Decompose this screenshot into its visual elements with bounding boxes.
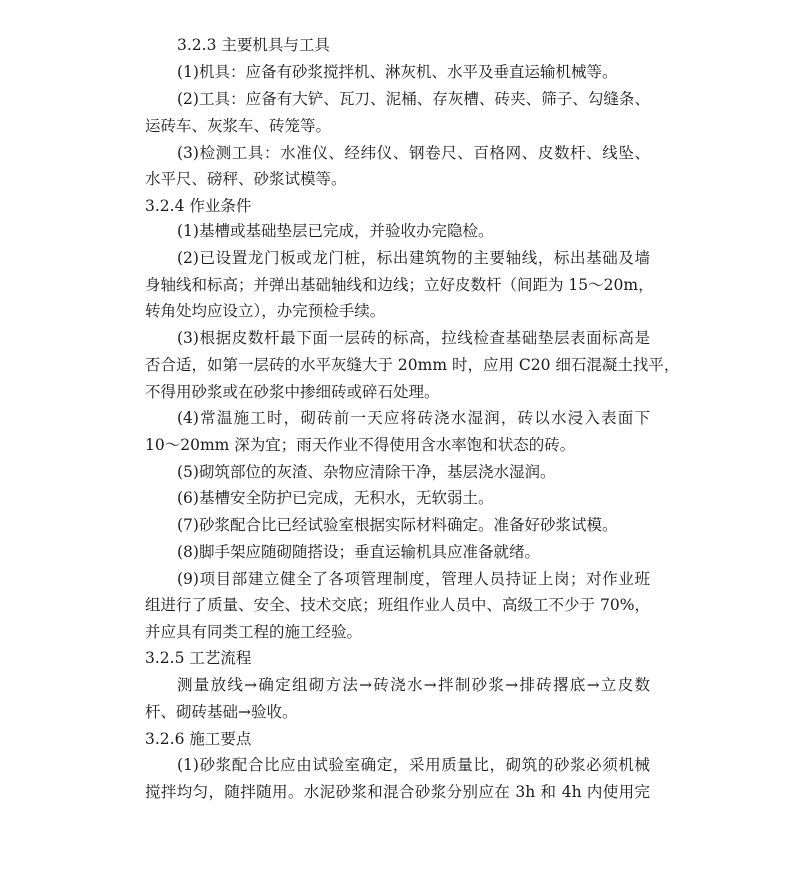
paragraph-line: (2)已设置龙门板或龙门桩，标出建筑物的主要轴线，标出基础及墙 (177, 249, 650, 267)
paragraph-line: 搅拌均匀，随拌随用。水泥砂浆和混合砂浆分别应在 3h 和 4h 内使用完 (145, 783, 650, 801)
paragraph-line: (1)砂浆配合比应由试验室确定，采用质量比，砌筑的砂浆必须机械 (177, 756, 650, 774)
section-heading: 3.2.5 工艺流程 (145, 649, 252, 667)
section-heading: 3.2.6 施工要点 (145, 730, 252, 748)
paragraph-line: 杆、砌砖基础→验收。 (145, 703, 298, 721)
paragraph-line: (1)机具：应备有砂浆搅拌机、淋灰机、水平及垂直运输机械等。 (177, 63, 618, 81)
paragraph-line: (6)基槽安全防护已完成，无积水，无软弱土。 (177, 489, 494, 507)
paragraph-line: 否合适，如第一层砖的水平灰缝大于 20mm 时，应用 C20 细石混凝土找平， (145, 356, 680, 374)
paragraph-line: (4)常温施工时，砌砖前一天应将砖浇水湿润，砖以水浸入表面下 (177, 409, 650, 427)
paragraph-line: 测量放线→确定组砌方法→砖浇水→拌制砂浆→排砖撂底→立皮数 (177, 676, 650, 694)
paragraph-line: (3)根据皮数杆最下面一层砖的标高，拉线检查基础垫层表面标高是 (177, 329, 650, 347)
paragraph-line: (8)脚手架应随砌随搭设；垂直运输机具应准备就绪。 (177, 543, 540, 561)
paragraph-line: (3)检测工具：水准仪、经纬仪、钢卷尺、百格网、皮数杆、线坠、 (177, 144, 650, 162)
paragraph-line: (7)砂浆配合比已经试验室根据实际材料确定。准备好砂浆试模。 (177, 516, 618, 534)
paragraph-line: 转角处均应设立），办完预检手续。 (145, 302, 386, 320)
paragraph-line: 不得用砂浆或在砂浆中掺细砖或碎石处理。 (145, 383, 440, 401)
paragraph-line: 组进行了质量、安全、技术交底；班组作业人员中、高级工不少于 70%， (145, 596, 650, 614)
paragraph-line: 水平尺、磅秤、砂浆试模等。 (145, 170, 347, 188)
paragraph-line: (1)基槽或基础垫层已完成，并验收办完隐检。 (177, 222, 494, 240)
paragraph-line: 运砖车、灰浆车、砖笼等。 (145, 117, 332, 135)
section-heading: 3.2.3 主要机具与工具 (177, 36, 330, 54)
paragraph-line: 并应具有同类工程的施工经验。 (145, 623, 363, 641)
paragraph-line: (5)砌筑部位的灰渣、杂物应清除干净，基层浇水湿润。 (177, 463, 556, 481)
paragraph-line: (2)工具：应备有大铲、瓦刀、泥桶、存灰槽、砖夹、筛子、勾缝条、 (177, 90, 650, 108)
paragraph-line: 10～20mm 深为宜；雨天作业不得使用含水率饱和状态的砖。 (145, 436, 576, 454)
paragraph-line: 身轴线和标高；并弹出基础轴线和边线；立好皮数杆（间距为 15～20m， (145, 276, 654, 294)
section-heading: 3.2.4 作业条件 (145, 197, 252, 215)
paragraph-line: (9)项目部建立健全了各项管理制度，管理人员持证上岗；对作业班 (177, 570, 650, 588)
